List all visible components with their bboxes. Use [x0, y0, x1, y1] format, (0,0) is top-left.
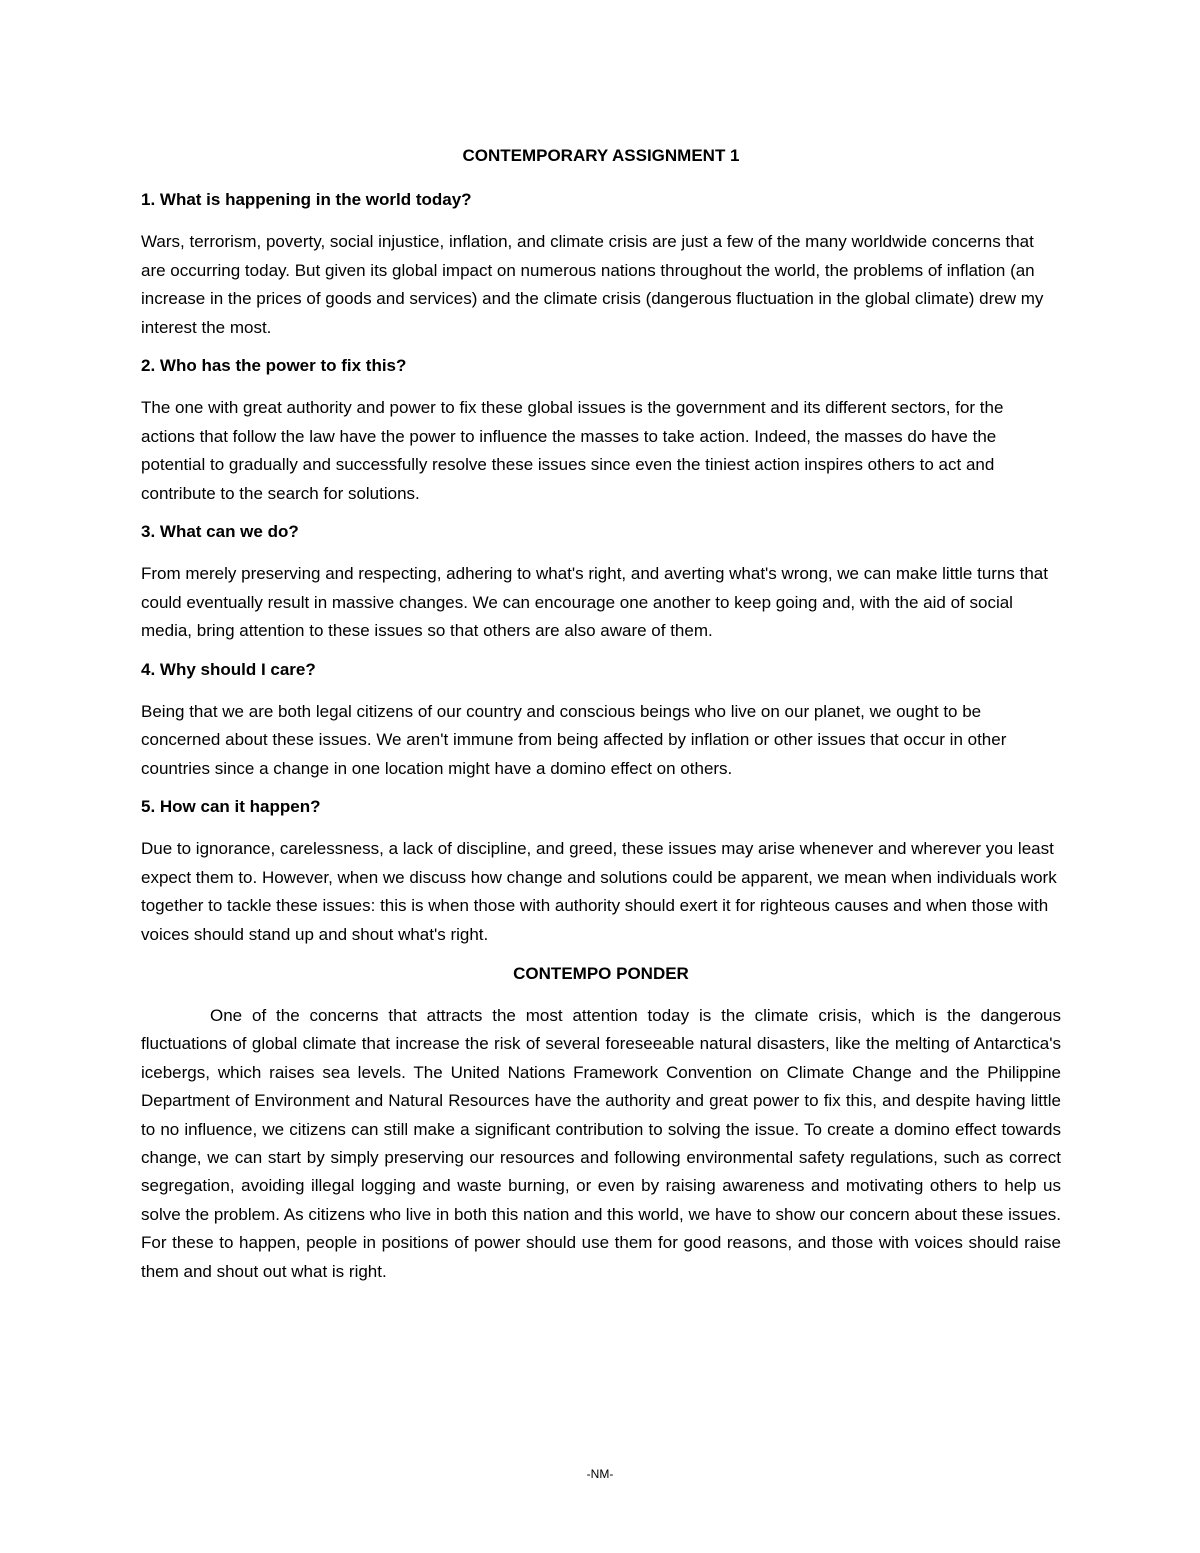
question-4: 4. Why should I care?: [141, 659, 316, 679]
answer-4: Being that we are both legal citizens of our country and conscious beings who live on our planet, we ought to be concerned about these issues. We aren't immune from being affected by inflation or other issues that occur in other countries since a change in one location might have a domino effect on others.: [141, 701, 1007, 778]
answer-3: From merely preserving and respecting, adhering to what's right, and averting what's wrong, we can make little turns that could eventually result in massive changes. We can encourage one another to keep going and, with the aid of social media, bring attention to these issues so that others are also aware of them.: [141, 564, 1048, 640]
ponder-title: CONTEMPO PONDER: [513, 964, 689, 983]
answer-5: Due to ignorance, carelessness, a lack of discipline, and greed, these issues may arise whenever and wherever you least expect them to. However, when we discuss how change and solutions could be apparent, we mean when individuals work together to tackle these issues: this is when those with authority should exert it for righteous causes and when those with voices should stand up and shout what's right.: [141, 839, 1057, 944]
question-1: 1. What is happening in the world today?: [141, 190, 472, 209]
answer-1: Wars, terrorism, poverty, social injustice, inflation, and climate crisis are just a few of the many worldwide concerns that are occurring today. But given its global impact on numerous nations throughout the world, the problems of inflation (an increase in the prices of goods and services) and the climate crisis (dangerous fluctuation in the global climate) drew my interest the most.: [141, 232, 1044, 337]
page-footer: -NM-: [586, 1467, 614, 1481]
answer-2: The one with great authority and power to fix these global issues is the government and its different sectors, for the actions that follow the law have the power to influence the masses to take action. Indeed, the masses do have the potential to gradually and successfully resolve these issues since even the tiniest action inspires others to act and contribute to the search for solutions.: [141, 398, 1004, 503]
question-5: 5. How can it happen?: [141, 797, 321, 816]
qa-item-4: [141, 659, 1061, 784]
qa-item-3: [141, 521, 1061, 646]
question-2: 2. Who has the power to fix this?: [141, 356, 407, 375]
qa-item-1: [141, 189, 1061, 342]
question-3: 3. What can we do?: [141, 522, 299, 541]
qa-item-5: [141, 796, 1061, 949]
qa-item-2: [141, 355, 1061, 508]
document-content: [141, 145, 1061, 1286]
document-title: CONTEMPORARY ASSIGNMENT 1: [462, 146, 740, 165]
ponder-essay: One of the concerns that attracts the most attention today is the climate crisis, which is the dangerous fluctuations of global climate that increase the risk of several foreseeable natural disasters, like the melting of Antarctica's icebergs, which raises sea levels. The United Nations Framework Convention on Climate Change and the Philippine Department of Environment and Natural Resources have the authority and great power to fix this, and despite having little to no influence, we citizens can still make a significant contribution to solving the issue. To create a domino effect towards change, we can start by simply preserving our resources and following environmental safety regulations, such as correct segregation, avoiding illegal logging and waste burning, or even by raising awareness and motivating others to help us solve the problem. As citizens who live in both this nation and this world, we have to show our concern about these issues. For these to happen, people in positions of power should use them for good reasons, and those with voices should raise them and shout out what is right.: [141, 1006, 1061, 1281]
